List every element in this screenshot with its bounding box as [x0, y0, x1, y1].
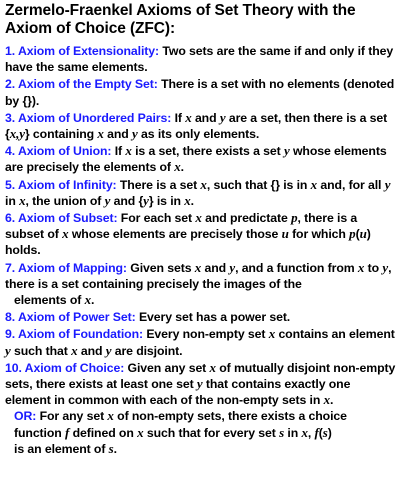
variable: x: [301, 424, 308, 440]
axiom-number: 5.: [5, 177, 16, 192]
axiom-text-part: are a set, then there is a set {: [5, 110, 388, 142]
axiom-text-part: Given sets: [130, 260, 192, 275]
axiom-text-part: to: [367, 260, 380, 275]
variable: y: [382, 259, 389, 275]
or-label: OR:: [14, 409, 37, 424]
variable: x: [184, 192, 191, 208]
axiom-number: 7.: [5, 260, 16, 275]
axiom-text-part: and {: [113, 193, 144, 208]
axiom-number: 9.: [5, 327, 16, 342]
variable: x: [195, 210, 202, 226]
axiom-text-part: ) holds.: [5, 227, 371, 258]
axiom-mapping: [5, 260, 396, 309]
axiom-text-part: (: [355, 227, 360, 242]
axiom-text-part: , the union of: [25, 193, 102, 208]
axiom-text-part: For any set: [39, 409, 105, 424]
variable: p: [349, 226, 356, 242]
axiom-text-part: of mutually disjoint non-empty sets, there exists at least one set: [5, 360, 396, 392]
axiom-text-part: in: [287, 425, 299, 440]
axiom-text-part: whose elements are precisely those: [71, 227, 279, 242]
variable: y: [104, 192, 111, 208]
axiom-choice: [5, 360, 396, 457]
axiom-name: Axiom of Subset:: [17, 211, 118, 226]
axiom-text-part: For each set: [120, 211, 193, 226]
axiom-text: There is a set with no elements (denoted by {}).: [5, 77, 395, 108]
axiom-extensionality: [5, 43, 396, 75]
axiom-text-part: and, for all: [320, 177, 382, 192]
variable: x: [357, 259, 365, 275]
axiom-text-part: ): [327, 425, 332, 440]
variable: x: [137, 424, 144, 440]
axiom-text-part: whose elements are precisely the elements of: [5, 144, 387, 175]
variable: x: [174, 159, 181, 175]
variable: y: [219, 109, 226, 125]
variable: x: [71, 342, 78, 358]
variable: y: [143, 192, 149, 208]
variable: s: [322, 424, 328, 440]
axiom-text-part: If: [114, 144, 123, 159]
axiom-text-part: as its only elements.: [141, 127, 260, 142]
variable: y: [132, 126, 138, 142]
axiom-text-part: } is in: [148, 193, 181, 208]
axiom-number: 10.: [5, 360, 22, 375]
axiom-text-part: Every non-empty set: [146, 327, 266, 342]
axiom-text-part: , such that {} is in: [206, 177, 308, 192]
axiom-text-part: Given any set: [127, 360, 207, 375]
variable: s: [279, 424, 285, 440]
axiom-unordered-pairs: [5, 110, 396, 142]
axiom-text-part: is an element of: [14, 441, 106, 456]
page-title: Zermelo-Fraenkel Axioms of Set Theory with the Axiom of Choice (ZFC):: [5, 2, 356, 37]
axiom-text-part: (: [318, 425, 323, 440]
axiom-text-part: elements of: [14, 293, 82, 308]
axiom-text-part: and: [107, 127, 129, 142]
axiom-text-part: and predictate: [205, 211, 288, 226]
axiom-choice-alternative: [5, 408, 396, 457]
axiom-number: 8.: [5, 310, 16, 325]
axiom-text-part: , there is a subset of: [5, 211, 358, 242]
axiom-text-part: .: [113, 441, 117, 456]
axiom-text: Two sets are the same if and only if they have the same elements.: [5, 44, 394, 75]
variable: y: [283, 143, 290, 159]
axiom-number: 6.: [5, 211, 16, 226]
variable: x: [84, 292, 91, 308]
variable: x,y: [9, 126, 25, 142]
axiom-name: Axiom of the Empty Set:: [17, 77, 158, 92]
axiom-empty-set: [5, 76, 396, 108]
variable: x: [268, 326, 276, 342]
axiom-infinity: [5, 177, 396, 209]
axiom-text-part: are disjoint.: [114, 343, 183, 358]
variable: x: [19, 192, 26, 208]
axiom-name: Axiom of Infinity:: [17, 177, 117, 192]
axiom-text-part: .: [180, 160, 184, 175]
axiom-name: Axiom of Extensionality:: [17, 44, 160, 58]
axiom-text-part: ,: [307, 425, 312, 440]
axiom-continuation: [5, 292, 396, 308]
axiom-number: 4.: [5, 144, 16, 159]
variable: y: [384, 176, 391, 192]
axiom-name: Axiom of Union:: [17, 144, 112, 159]
variable: x: [125, 143, 132, 159]
variable: f: [65, 424, 70, 440]
variable: x: [97, 126, 104, 142]
axiom-number: 1.: [5, 44, 16, 58]
axiom-text-part: } containing: [24, 127, 95, 142]
axiom-number: 3.: [5, 110, 16, 125]
variable: x: [62, 226, 69, 242]
axiom-union: [5, 143, 396, 175]
axiom-text-part: .: [190, 193, 194, 208]
variable: x: [310, 176, 318, 192]
axiom-text-part: such that for every set: [146, 425, 276, 440]
variable: u: [359, 226, 367, 242]
axiom-text-part: that contains exactly one element in common with each of the non-empty sets in: [5, 377, 351, 408]
variable: p: [291, 210, 298, 226]
variable: u: [281, 226, 289, 242]
variable: x: [194, 259, 202, 275]
variable: x: [323, 392, 330, 408]
variable: x: [209, 359, 216, 375]
axiom-text-part: of non-empty sets, there exists a choice function: [14, 409, 347, 440]
axiom-text-part: .: [90, 293, 95, 308]
axiom-name: Axiom of Foundation:: [17, 327, 143, 342]
axiom-text-part: There is a set: [119, 177, 198, 192]
variable: x: [107, 408, 114, 424]
axiom-text-part: contains an element: [278, 327, 395, 342]
axiom-power-set: [5, 309, 396, 325]
axiom-text-part: If: [174, 110, 182, 125]
axiom-foundation: [5, 326, 396, 358]
axiom-text-part: is a set, there exists a set: [135, 144, 281, 159]
variable: y: [229, 259, 236, 275]
axiom-text-part: defined on: [72, 425, 134, 440]
axiom-text-part: such that: [14, 343, 68, 358]
axiom-text-part: in: [5, 193, 16, 208]
axiom-text-part: and: [204, 260, 227, 275]
axiom-text: Every set has a power set.: [138, 310, 291, 325]
axiom-name: Axiom of Power Set:: [17, 310, 136, 325]
axiom-text-part: for which: [292, 227, 346, 242]
variable: y: [5, 342, 11, 358]
axiom-text-part: and: [194, 110, 217, 125]
axiom-text-part: and: [80, 343, 103, 358]
variable: y: [196, 376, 203, 392]
variable: y: [105, 342, 112, 358]
axiom-name: Axiom of Mapping:: [17, 260, 127, 275]
variable: f: [314, 424, 319, 440]
axiom-text-part: , there is a set containing precisely the images of the: [5, 260, 392, 291]
variable: x: [185, 109, 192, 125]
variable: x: [200, 176, 207, 192]
variable: s: [108, 440, 114, 456]
axiom-number: 2.: [5, 77, 16, 92]
axiom-text-part: , and a function from: [235, 260, 355, 275]
axiom-subset: [5, 210, 396, 259]
axiom-text-part: .: [329, 393, 334, 408]
axiom-name: Axiom of Unordered Pairs:: [17, 110, 172, 125]
axiom-name: Axiom of Choice:: [24, 360, 125, 375]
